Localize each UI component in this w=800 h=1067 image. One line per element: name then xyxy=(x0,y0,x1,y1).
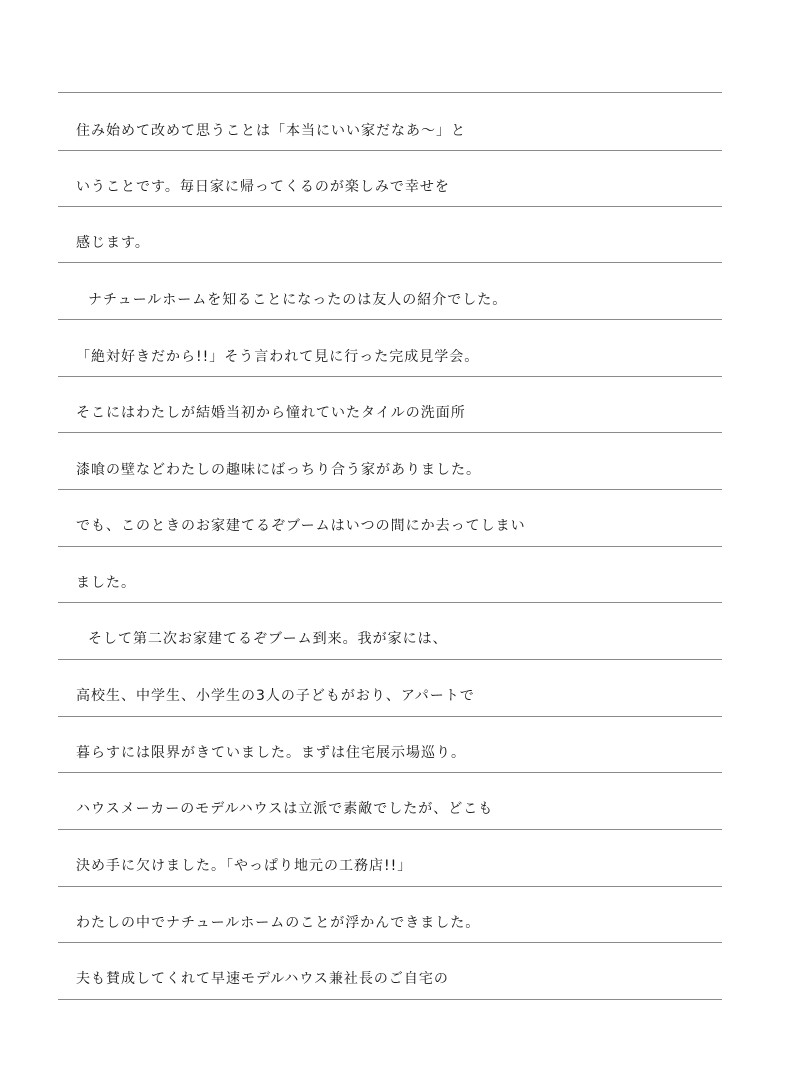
text-line: 「絶対好きだから!!」そう言われて見に行った完成見学会。 xyxy=(76,349,480,365)
ruled-line xyxy=(58,602,722,603)
ruled-line xyxy=(58,772,722,773)
ruled-line xyxy=(58,432,722,433)
ruled-line xyxy=(58,206,722,207)
text-line: 決め手に欠けました。「やっぱり地元の工務店!!」 xyxy=(76,858,413,874)
text-line: 漆喰の壁などわたしの趣味にばっちり合う家がありました。 xyxy=(76,462,481,478)
ruled-line xyxy=(58,150,722,151)
text-line: そして第二次お家建てるぞブーム到来。我が家には、 xyxy=(88,631,448,647)
ruled-line xyxy=(58,92,722,93)
text-line: ました。 xyxy=(76,575,136,591)
ruled-line xyxy=(58,999,722,1000)
ruled-line xyxy=(58,886,722,887)
ruled-line xyxy=(58,319,722,320)
text-line: 夫も賛成してくれて早速モデルハウス兼社長のご自宅の xyxy=(76,971,449,987)
text-line: そこにはわたしが結婚当初から憧れていたタイルの洗面所 xyxy=(76,405,466,421)
text-line: わたしの中でナチュールホームのことが浮かんできました。 xyxy=(76,915,481,931)
ruled-line xyxy=(58,716,722,717)
ruled-line xyxy=(58,829,722,830)
text-line: ハウスメーカーのモデルハウスは立派で素敵でしたが、どこも xyxy=(76,801,494,817)
text-line: 暮らすには限界がきていました。まずは住宅展示場巡り。 xyxy=(76,745,466,761)
ruled-line xyxy=(58,942,722,943)
text-line: いうことです。毎日家に帰ってくるのが楽しみで幸せを xyxy=(76,179,450,195)
ruled-line xyxy=(58,262,722,263)
ruled-line xyxy=(58,659,722,660)
text-line: でも、このときのお家建てるぞブームはいつの間にか去ってしまい xyxy=(76,518,526,534)
text-line: 高校生、中学生、小学生の3人の子どもがおり、アパートで xyxy=(76,688,475,704)
ruled-line xyxy=(58,376,722,377)
text-line: ナチュールホームを知ることになったのは友人の紹介でした。 xyxy=(88,292,508,308)
ruled-line xyxy=(58,546,722,547)
text-line: 住み始めて改めて思うことは「本当にいい家だなあ〜」と xyxy=(76,123,466,139)
ruled-line xyxy=(58,489,722,490)
text-line: 感じます。 xyxy=(76,235,150,251)
